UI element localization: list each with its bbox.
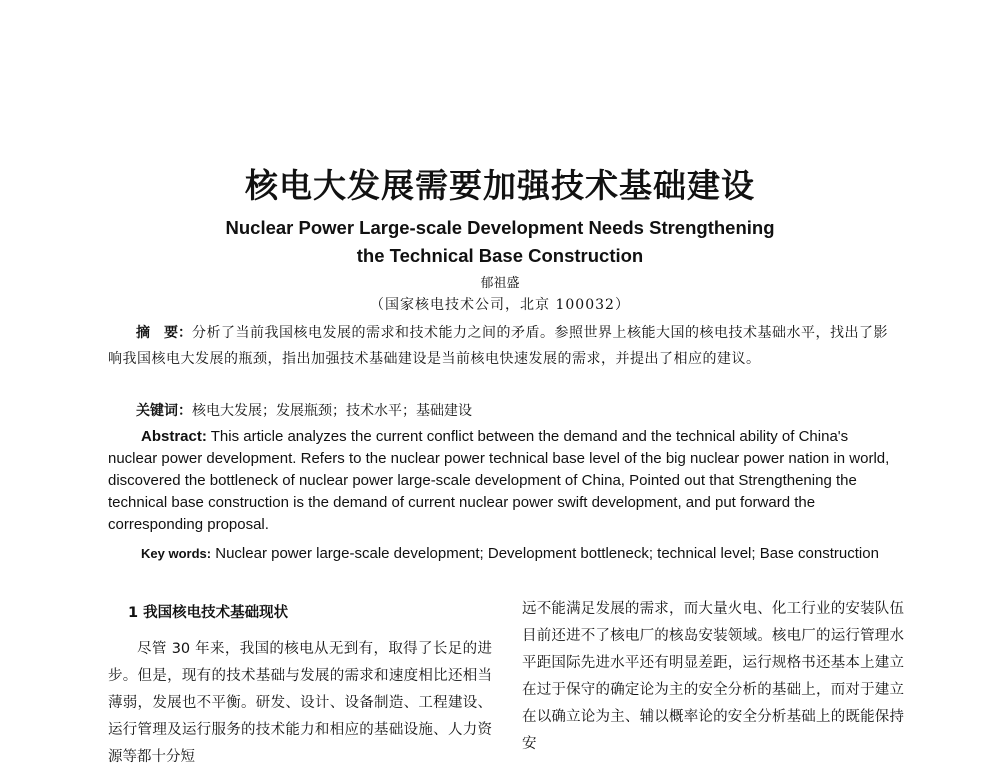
body-paragraph-left: 尽管 30 年来，我国的核电从无到有，取得了长足的进步。但是，现有的技术基础与发展的需求和速度相比还相当薄弱，发展也不平衡。研发、设计、设备制造、工程建设、运行管理及运行服务的技术能力和相应的基础设施、人力资源等都十分短 bbox=[108, 641, 492, 765]
abstract-chinese-label: 摘 要： bbox=[136, 325, 192, 341]
keywords-chinese-label: 关键词： bbox=[136, 403, 192, 419]
title-english-line-2: the Technical Base Construction bbox=[356, 245, 644, 266]
section-heading: 1 我国核电技术基础现状 bbox=[128, 605, 289, 621]
keywords-chinese-text: 核电大发展；发展瓶颈；技术水平；基础建设 bbox=[192, 403, 472, 419]
keywords-english bbox=[108, 543, 900, 565]
abstract-english-text: This article analyzes the current conflict between the demand and the technical ability of China's nuclear power development. Refers to the nuclear power technical base level of the big nuclear power nation in world, discovered the bottleneck of nuclear power large-scale development of China, Pointed out that Strengthening the technical base construction is the demand of current nuclear power swift development, and put forward the corresponding proposal. bbox=[108, 428, 890, 533]
body-column-right bbox=[522, 596, 904, 758]
body-column-left bbox=[108, 600, 492, 771]
abstract-chinese-text: 分析了当前我国核电发展的需求和技术能力之间的矛盾。参照世界上核能大国的核电技术基础水平，找出了影响我国核电大发展的瓶颈，指出加强技术基础建设是当前核电快速发展的需求，并提出了相应的建议。 bbox=[108, 325, 888, 367]
title-english-line-1: Nuclear Power Large-scale Development Needs Strengthening bbox=[225, 217, 775, 238]
affiliation: （国家核电技术公司，北京 100032） bbox=[370, 297, 630, 313]
body-paragraph-right: 远不能满足发展的需求，而大量火电、化工行业的安装队伍目前还进不了核电厂的核岛安装领域。核电厂的运行管理水平距国际先进水平还有明显差距，运行规格书还基本上建立在过于保守的确定论为主的安全分析的基础上，而对于建立在以确立论为主、辅以概率论的安全分析基础上的既能保持安 bbox=[522, 601, 904, 752]
abstract-english bbox=[108, 426, 900, 536]
keywords-english-text: Nuclear power large-scale development; Development bottleneck; technical level; Base construction bbox=[215, 545, 879, 562]
title-chinese: 核电大发展需要加强技术基础建设 bbox=[245, 166, 755, 205]
title-english bbox=[0, 214, 1000, 270]
abstract-chinese bbox=[108, 320, 898, 372]
author: 郁祖盛 bbox=[480, 276, 520, 291]
keywords-english-label: Key words: bbox=[141, 546, 212, 561]
abstract-english-label: Abstract: bbox=[141, 428, 207, 445]
keywords-chinese bbox=[108, 398, 898, 424]
